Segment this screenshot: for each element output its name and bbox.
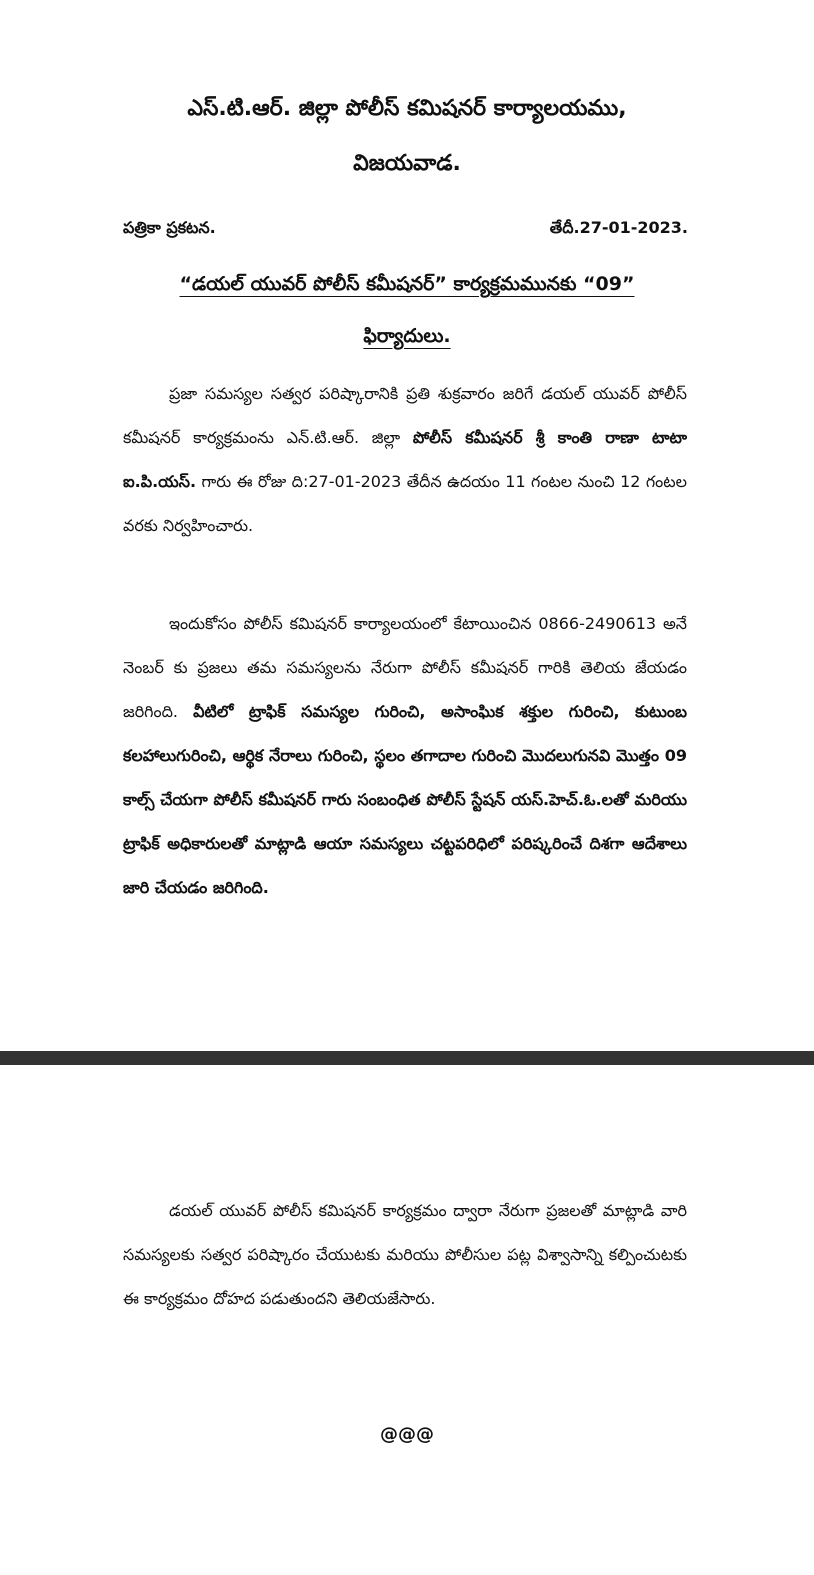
paragraph-1-text-c: గారు ఈ రోజు ది:27-01-2023 తేదీన ఉదయం 11 గంటల నుంచి 12 గంటల వరకు నిర్వహించారు. (123, 472, 687, 535)
press-note-label: పత్రికా ప్రకటన. (123, 218, 216, 237)
paragraph-3-text: డయల్ యువర్ పోలీస్ కమిషనర్ కార్యక్రమం ద్వారా నేరుగా ప్రజలతో మాట్లాడి వారి సమస్యలకు సత్వర పరిష్కారం చేయుటకు మరియు పోలీసుల పట్ల విశ్వాసాన్ని కల్పించుటకు ఈ కార్యక్రమం దోహద పడుతుందని తెలియజేసారు. (123, 1201, 687, 1308)
paragraph-2-bold: వీటిలో ట్రాఫిక్ సమస్యల గురించి, అసాంఘిక శక్తుల గురించి, కుటుంబ కలహాలుగురించి, ఆర్థిక నేరాలు గురించి, స్థలం తగాదాల గురించి మొదలుగునవి మొత్తం 09 కాల్స్ చేయగా పోలీస్ కమీషనర్ గారు సంబంధిత పోలీస్ స్టేషన్ యస్.హెచ్.ఓ.లతో మరియు ట్రాఫిక్ అధికారులతో మాట్లాడి ఆయా సమస్యలు చట్టపరిధిలో పరిష్కరించే దిశగా ఆదేశాలు జారి చేయడం జరిగింది. (123, 702, 687, 897)
page-separator (0, 1051, 814, 1065)
headline-line-2 (0, 322, 814, 350)
office-title: ఎస్.టి.ఆర్. జిల్లా పోలీస్ కమిషనర్ కార్యాలయము, (187, 96, 627, 121)
headline-text-2: ఫిర్యాదులు. (363, 325, 451, 347)
date-label: తేదీ.27-01-2023. (549, 218, 688, 237)
office-city: విజయవాడ. (353, 151, 461, 176)
paragraph-2 (123, 602, 687, 910)
end-mark: @@@ (380, 1424, 434, 1445)
headline-line-1 (0, 270, 814, 298)
paragraph-2-text-a: ఇందుకోసం పోలీస్ కమిషనర్ కార్యాలయంలో కేటాయించిన 0866-2490613 అనే నెంబర్ కు ప్రజలు తమ సమస్యలను నేరుగా పోలీస్ కమీషనర్ గారికి తెలియ జేయడం జరిగింది. (123, 614, 687, 721)
paragraph-1-bold: పోలీస్ కమీషనర్ శ్రీ కాంతి రాణా టాటా ఐ.పి.యస్. (123, 428, 687, 491)
paragraph-3 (123, 1189, 687, 1321)
paragraph-1 (123, 372, 687, 548)
headline-text-1: “డయల్ యువర్ పోలీస్ కమీషనర్” కార్యక్రమమునకు “09” (179, 273, 635, 295)
paragraph-1-text-a: ప్రజా సమస్యల సత్వర పరిష్కారానికి ప్రతి శుక్రవారం జరిగే డయల్ యువర్ పోలీస్ కమీషనర్ కార్యక్రమంను ఎన్.టి.ఆర్. జిల్లా (123, 384, 687, 447)
